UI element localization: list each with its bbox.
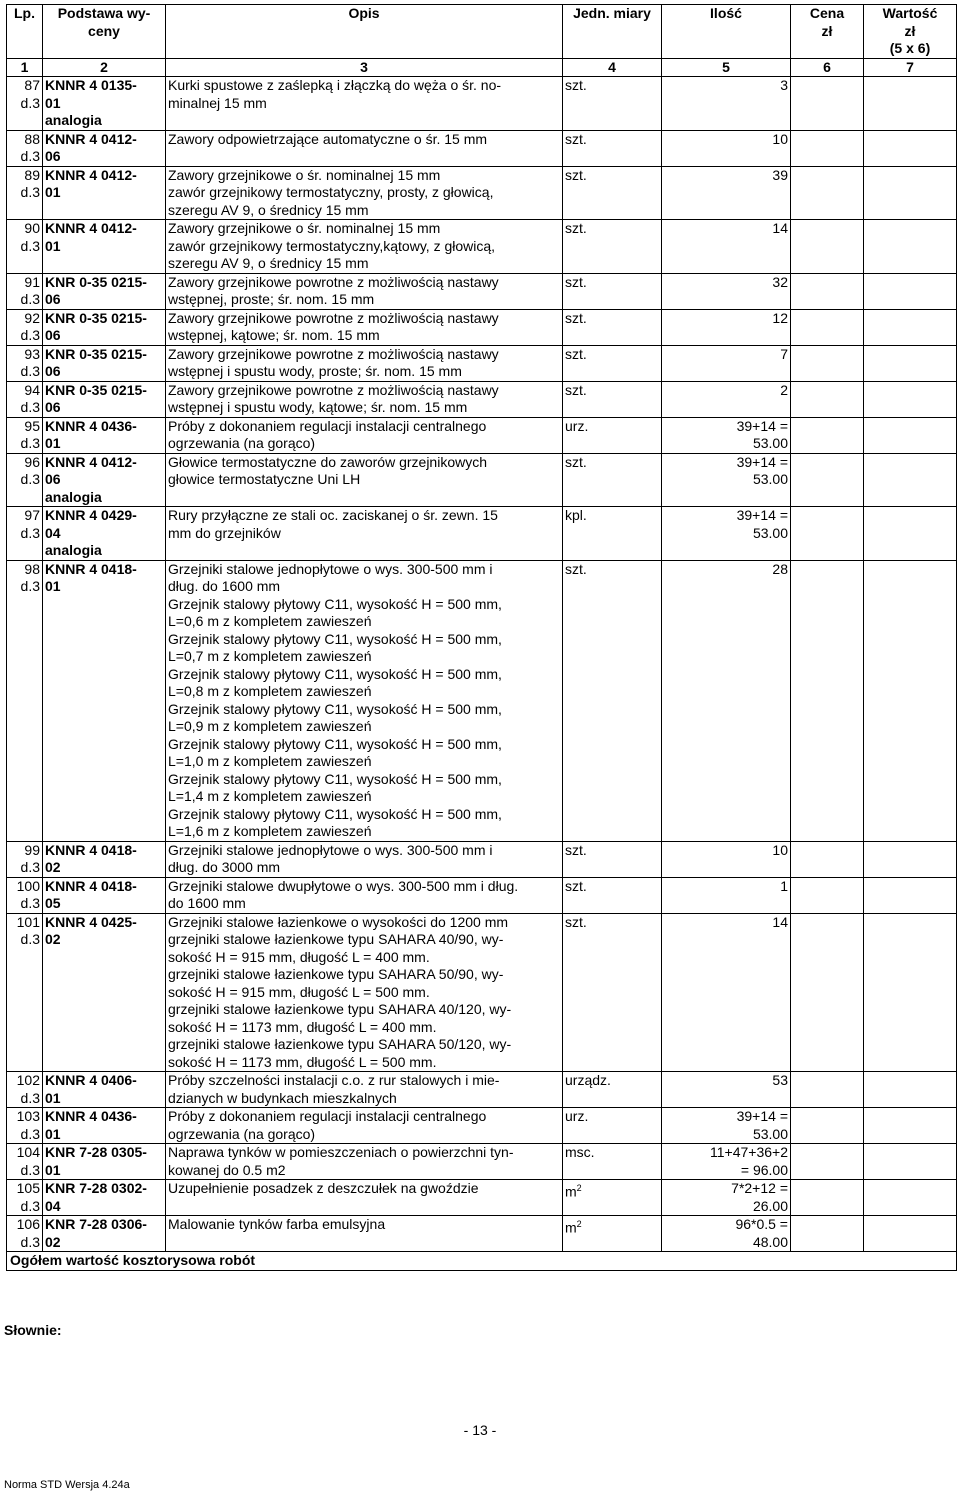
item-description-text: Grzejniki stalowe dwupłytowe o wys. 300-500 mm i dług. do 1600 mm [168, 877, 519, 911]
item-lp-text: 105 d.3 [16, 1180, 40, 1214]
item-quantity-text: 53 [772, 1072, 788, 1088]
item-basis [43, 453, 166, 507]
item-description-text: Zawory grzejnikowe powrotne z możliwością nastawy wstępnej, kątowe; śr. nom. 15 mm [168, 309, 499, 343]
item-basis-text: KNR 0-35 0215- 06 [45, 273, 147, 307]
table-row [7, 381, 957, 417]
item-basis [43, 507, 166, 561]
item-unit-text: szt. [565, 220, 587, 236]
item-basis [43, 841, 166, 877]
item-lp-text: 87 d.3 [20, 77, 40, 111]
item-lp-text: 91 d.3 [20, 273, 40, 307]
item-lp-text: 102 d.3 [16, 1072, 40, 1106]
total-row [7, 1252, 957, 1271]
item-price [791, 841, 864, 877]
item-basis-text: KNR 0-35 0215- 06 [45, 345, 147, 379]
item-lp [7, 913, 43, 1072]
item-unit [563, 1144, 662, 1180]
item-unit-text: kpl. [565, 507, 587, 523]
header-description: Opis [166, 5, 563, 59]
table-row [7, 507, 957, 561]
item-basis-text: KNR 7-28 0306- 02 [45, 1216, 147, 1250]
item-quantity [662, 560, 791, 841]
item-description [166, 1180, 563, 1216]
item-value [864, 841, 957, 877]
item-value [864, 1144, 957, 1180]
item-value [864, 345, 957, 381]
item-description-text: Kurki spustowe z zaślepką i złączką do węża o śr. no- minalnej 15 mm [168, 77, 502, 111]
item-unit-text: szt. [565, 273, 587, 290]
item-basis [43, 1072, 166, 1108]
item-lp [7, 1108, 43, 1144]
item-basis [43, 1216, 166, 1252]
item-lp-text: 104 d.3 [16, 1144, 40, 1178]
item-unit [563, 841, 662, 877]
item-quantity-text: 2 [780, 381, 788, 398]
item-description [166, 130, 563, 166]
item-price [791, 1072, 864, 1108]
item-basis [43, 417, 166, 453]
item-quantity-text: 39 [772, 166, 788, 183]
item-unit-text: szt. [565, 166, 587, 183]
table-row [7, 1144, 957, 1180]
item-lp [7, 1072, 43, 1108]
unit-exponent: 2 [576, 1219, 582, 1229]
item-lp-text: 98 d.3 [20, 560, 40, 594]
item-unit [563, 1108, 662, 1144]
item-quantity [662, 77, 791, 131]
header-value: Wartość zł (5 x 6) [864, 5, 957, 59]
item-value [864, 877, 957, 913]
item-price [791, 1180, 864, 1216]
item-description [166, 166, 563, 220]
item-lp [7, 77, 43, 131]
item-quantity [662, 913, 791, 1072]
header-price: Cena zł [791, 5, 864, 59]
item-price [791, 130, 864, 166]
item-quantity-text: 7*2+12 = 26.00 [731, 1180, 788, 1214]
item-value [864, 1072, 957, 1108]
item-quantity-text: 11+47+36+2 = 96.00 [710, 1144, 788, 1178]
item-price [791, 345, 864, 381]
item-basis-text: KNNR 4 0412- 01 [45, 166, 137, 200]
item-quantity [662, 166, 791, 220]
item-lp [7, 560, 43, 841]
item-quantity-text: 10 [772, 841, 788, 858]
item-unit-text: szt. [565, 560, 587, 577]
item-lp [7, 345, 43, 381]
item-price [791, 166, 864, 220]
item-description-text: Malowanie tynków farba emulsyjna [168, 1216, 386, 1232]
item-basis-text: KNNR 4 0412- 01 [45, 220, 137, 254]
item-quantity-text: 1 [780, 877, 788, 894]
item-description-text: Próby szczelności instalacji c.o. z rur stalowych i mie- dzianych w budynkach mieszkalnych [168, 1072, 500, 1106]
item-price [791, 507, 864, 561]
item-description-text: Głowice termostatyczne do zaworów grzejnikowych głowice termostatyczne Uni LH [168, 453, 488, 487]
item-value [864, 1180, 957, 1216]
item-description [166, 273, 563, 309]
item-description-text: Zawory grzejnikowe powrotne z możliwością nastawy wstępnej, proste; śr. nom. 15 mm [168, 273, 499, 307]
item-lp [7, 1216, 43, 1252]
item-unit [563, 1180, 662, 1216]
item-lp-text: 101 d.3 [16, 913, 40, 947]
table-row [7, 130, 957, 166]
item-unit [563, 77, 662, 131]
item-basis [43, 345, 166, 381]
item-lp [7, 1180, 43, 1216]
item-description-text: Uzupełnienie posadzek z deszczułek na gwoździe [168, 1180, 479, 1196]
item-lp [7, 841, 43, 877]
table-header [7, 5, 957, 59]
item-lp-text: 99 d.3 [20, 841, 40, 875]
item-basis-text: KNNR 4 0412- 06 [45, 130, 137, 164]
item-unit [563, 130, 662, 166]
item-price [791, 913, 864, 1072]
item-value [864, 1216, 957, 1252]
item-value [864, 453, 957, 507]
table-row [7, 417, 957, 453]
unit-exponent: 2 [576, 1183, 582, 1193]
item-unit-text: szt. [565, 841, 587, 858]
table-row [7, 913, 957, 1072]
item-description [166, 417, 563, 453]
item-lp-text: 94 d.3 [20, 381, 40, 415]
item-quantity-text: 3 [780, 77, 788, 93]
item-basis [43, 166, 166, 220]
column-number: 1 [7, 58, 43, 77]
item-lp-text: 93 d.3 [20, 345, 40, 379]
item-basis [43, 913, 166, 1072]
item-price [791, 273, 864, 309]
item-basis [43, 1144, 166, 1180]
item-description [166, 507, 563, 561]
item-value [864, 913, 957, 1072]
item-lp [7, 453, 43, 507]
item-quantity [662, 130, 791, 166]
item-basis-text: KNR 7-28 0305- 01 [45, 1144, 147, 1178]
item-unit-text: urz. [565, 1108, 589, 1124]
item-quantity-text: 14 [772, 913, 788, 930]
item-unit [563, 1072, 662, 1108]
item-description-text: Rury przyłączne ze stali oc. zaciskanej o śr. zewn. 15 mm do grzejników [168, 507, 498, 541]
item-quantity [662, 877, 791, 913]
item-unit [563, 1216, 662, 1252]
amount-in-words-label: Słownie: [4, 1322, 62, 1338]
item-description [166, 877, 563, 913]
item-lp [7, 220, 43, 274]
item-unit [563, 381, 662, 417]
item-basis [43, 877, 166, 913]
item-lp-text: 97 d.3 [20, 507, 40, 541]
item-price [791, 560, 864, 841]
item-description-text: Zawory grzejnikowe o śr. nominalnej 15 mm zawór grzejnikowy termostatyczny,kątowy, z głowicą, szeregu AV 9, o średnicy 15 mm [168, 220, 496, 271]
item-value [864, 130, 957, 166]
item-basis-text: KNNR 4 0412- 06 analogia [45, 453, 137, 505]
table-row [7, 77, 957, 131]
item-lp-text: 89 d.3 [20, 166, 40, 200]
item-quantity [662, 309, 791, 345]
item-unit [563, 309, 662, 345]
item-description-text: Próby z dokonaniem regulacji instalacji centralnego ogrzewania (na gorąco) [168, 1108, 487, 1142]
item-unit [563, 913, 662, 1072]
item-lp-text: 88 d.3 [20, 130, 40, 164]
item-description-text: Zawory grzejnikowe o śr. nominalnej 15 mm zawór grzejnikowy termostatyczny, prosty, z głowicą, szeregu AV 9, o średnicy 15 mm [168, 166, 494, 218]
item-basis-text: KNNR 4 0425- 02 [45, 913, 137, 947]
item-unit [563, 166, 662, 220]
item-description [166, 220, 563, 274]
item-value [864, 273, 957, 309]
item-price [791, 877, 864, 913]
item-price [791, 453, 864, 507]
item-unit [563, 560, 662, 841]
item-quantity [662, 1144, 791, 1180]
column-numbering-row [7, 58, 957, 77]
item-lp-text: 103 d.3 [16, 1108, 40, 1142]
item-quantity-text: 28 [772, 560, 788, 577]
item-lp [7, 507, 43, 561]
item-price [791, 381, 864, 417]
item-unit [563, 417, 662, 453]
estimate-items [7, 77, 957, 1252]
item-description [166, 1144, 563, 1180]
item-unit [563, 345, 662, 381]
item-unit-text: szt. [565, 381, 587, 398]
item-description [166, 77, 563, 131]
item-lp-text: 90 d.3 [20, 220, 40, 254]
item-description-text: Zawory odpowietrzające automatyczne o śr. 15 mm [168, 130, 488, 147]
cost-estimate-table [6, 4, 957, 1271]
item-lp-text: 100 d.3 [16, 877, 40, 911]
item-basis [43, 1180, 166, 1216]
item-lp-text: 92 d.3 [20, 309, 40, 343]
item-description [166, 1108, 563, 1144]
column-number: 4 [563, 58, 662, 77]
item-value [864, 381, 957, 417]
item-description [166, 1072, 563, 1108]
item-basis [43, 130, 166, 166]
item-quantity [662, 273, 791, 309]
item-description [166, 913, 563, 1072]
item-basis-text: KNR 0-35 0215- 06 [45, 309, 147, 343]
item-basis [43, 77, 166, 131]
item-value [864, 417, 957, 453]
item-basis [43, 309, 166, 345]
item-value [864, 507, 957, 561]
item-value [864, 309, 957, 345]
column-number: 3 [166, 58, 563, 77]
item-quantity-text: 96*0.5 = 48.00 [735, 1216, 788, 1250]
item-basis-text: KNNR 4 0436- 01 [45, 417, 137, 451]
table-row [7, 453, 957, 507]
table-row [7, 309, 957, 345]
item-basis-text: KNNR 4 0418- 02 [45, 841, 137, 875]
item-quantity [662, 1072, 791, 1108]
item-quantity [662, 1180, 791, 1216]
item-unit-text: szt. [565, 130, 587, 147]
item-lp [7, 309, 43, 345]
header-unit: Jedn. miary [563, 5, 662, 59]
column-number: 5 [662, 58, 791, 77]
item-unit-text: m [565, 1183, 577, 1200]
header-lp: Lp. [7, 5, 43, 59]
item-unit-text: msc. [565, 1144, 595, 1160]
column-number: 2 [43, 58, 166, 77]
item-quantity [662, 1108, 791, 1144]
item-unit [563, 273, 662, 309]
item-price [791, 1108, 864, 1144]
item-basis-text: KNR 0-35 0215- 06 [45, 381, 147, 415]
table-row [7, 166, 957, 220]
item-basis-text: KNR 7-28 0302- 04 [45, 1180, 147, 1214]
item-basis [43, 220, 166, 274]
table-row [7, 220, 957, 274]
item-description-text: Grzejniki stalowe jednopłytowe o wys. 300-500 mm i dług. do 1600 mm Grzejnik stalowy płytowy C11, wysokość H = 500 mm, L=0,6 m z kompletem zawieszeń Grzejnik stalowy płytowy C11, wysokość H = 500 mm, L=0,7 m z kompletem zawieszeń Grzejnik stalowy płytowy C11, wysokość H = 500 mm, L=0,8 m z kompletem zawieszeń Grzejnik stalowy płytowy C11, wysokość H = 500 mm, L=0,9 m z kompletem zawieszeń Grzejnik stalowy płytowy C11, wysokość H = 500 mm, L=1,0 m z kompletem zawieszeń Grzejnik stalowy płytowy C11, wysokość H = 500 mm, L=1,4 m z kompletem zawieszeń Grzejnik stalowy płytowy C11, wysokość H = 500 mm, L=1,6 m z kompletem zawieszeń [168, 560, 502, 839]
item-basis-text: KNNR 4 0418- 01 [45, 560, 137, 594]
item-description [166, 345, 563, 381]
table-row [7, 560, 957, 841]
item-lp [7, 1144, 43, 1180]
table-row [7, 841, 957, 877]
item-quantity [662, 220, 791, 274]
item-basis-text: KNNR 4 0429- 04 analogia [45, 507, 137, 558]
table-row [7, 1180, 957, 1216]
item-quantity-text: 32 [772, 273, 788, 290]
item-lp [7, 273, 43, 309]
item-lp [7, 877, 43, 913]
item-lp [7, 417, 43, 453]
item-description [166, 453, 563, 507]
page-number: - 13 - [463, 1422, 497, 1438]
item-unit-text: szt. [565, 877, 587, 894]
column-number: 7 [864, 58, 957, 77]
item-quantity-text: 39+14 = 53.00 [736, 417, 788, 451]
item-price [791, 77, 864, 131]
item-basis-text: KNNR 4 0418- 05 [45, 877, 137, 911]
item-basis [43, 1108, 166, 1144]
item-quantity-text: 12 [772, 309, 788, 326]
item-price [791, 417, 864, 453]
item-quantity-text: 39+14 = 53.00 [736, 507, 788, 541]
item-quantity [662, 345, 791, 381]
item-unit-text: urz. [565, 417, 589, 434]
item-description [166, 309, 563, 345]
header-quantity: Ilość [662, 5, 791, 59]
item-description-text: Zawory grzejnikowe powrotne z możliwością nastawy wstępnej i spustu wody, proste; śr. nom. 15 mm [168, 345, 499, 379]
item-quantity [662, 453, 791, 507]
item-basis [43, 273, 166, 309]
item-lp-text: 106 d.3 [16, 1216, 40, 1250]
item-basis [43, 381, 166, 417]
item-description [166, 560, 563, 841]
item-description [166, 381, 563, 417]
item-basis-text: KNNR 4 0406- 01 [45, 1072, 137, 1106]
item-unit [563, 220, 662, 274]
item-lp [7, 130, 43, 166]
item-description [166, 841, 563, 877]
item-quantity [662, 417, 791, 453]
item-lp-text: 95 d.3 [20, 417, 40, 451]
item-value [864, 77, 957, 131]
item-price [791, 309, 864, 345]
table-row [7, 1216, 957, 1252]
item-quantity [662, 1216, 791, 1252]
item-quantity-text: 39+14 = 53.00 [736, 1108, 788, 1142]
item-description-text: Grzejniki stalowe jednopłytowe o wys. 300-500 mm i dług. do 3000 mm [168, 841, 493, 875]
item-quantity-text: 10 [772, 130, 788, 147]
item-value [864, 166, 957, 220]
item-description-text: Grzejniki stalowe łazienkowe o wysokości do 1200 mm grzejniki stalowe łazienkowe typu SAHARA 40/90, wy- sokość H = 915 mm, długość L = 400 mm. grzejniki stalowe łazienkowe typu SAHARA 50/90, wy- sokość H = 915 mm, długość L = 500 mm. grzejniki stalowe łazienkowe typu SAHARA 40/120, wy- sokość H = 1173 mm, długość L = 400 mm. grzejniki stalowe łazienkowe typu SAHARA 50/120, wy- sokość H = 1173 mm, długość L = 500 mm. [168, 913, 512, 1070]
item-description-text: Zawory grzejnikowe powrotne z możliwością nastawy wstępnej i spustu wody, kątowe; śr. nom. 15 mm [168, 381, 499, 415]
item-quantity-text: 39+14 = 53.00 [736, 453, 788, 487]
table-row [7, 1072, 957, 1108]
item-basis [43, 560, 166, 841]
item-quantity-text: 14 [772, 220, 788, 236]
header-basis: Podstawa wy- ceny [43, 5, 166, 59]
item-quantity [662, 841, 791, 877]
item-quantity [662, 381, 791, 417]
item-unit-text: szt. [565, 345, 587, 362]
table-row [7, 1108, 957, 1144]
item-quantity [662, 507, 791, 561]
software-footer: Norma STD Wersja 4.24a [4, 1479, 130, 1491]
table-row [7, 273, 957, 309]
item-unit [563, 507, 662, 561]
item-description [166, 1216, 563, 1252]
item-price [791, 1144, 864, 1180]
item-basis-text: KNNR 4 0436- 01 [45, 1108, 137, 1142]
item-lp [7, 166, 43, 220]
column-number: 6 [791, 58, 864, 77]
item-description-text: Próby z dokonaniem regulacji instalacji centralnego ogrzewania (na gorąco) [168, 417, 487, 451]
item-lp [7, 381, 43, 417]
item-basis-text: KNNR 4 0135- 01 analogia [45, 77, 137, 128]
item-unit-text: szt. [565, 913, 587, 930]
item-value [864, 1108, 957, 1144]
table-row [7, 877, 957, 913]
item-unit-text: szt. [565, 309, 587, 326]
item-value [864, 220, 957, 274]
total-label: Ogółem wartość kosztorysowa robót [7, 1252, 957, 1271]
item-value [864, 560, 957, 841]
item-unit [563, 453, 662, 507]
item-description-text: Naprawa tynków w pomieszczeniach o powierzchni tyn- kowanej do 0.5 m2 [168, 1144, 514, 1178]
item-unit [563, 877, 662, 913]
item-lp-text: 96 d.3 [20, 453, 40, 487]
item-price [791, 220, 864, 274]
item-quantity-text: 7 [780, 345, 788, 362]
item-unit-text: szt. [565, 453, 587, 470]
item-unit-text: urządz. [565, 1072, 611, 1088]
table-row [7, 345, 957, 381]
item-unit-text: szt. [565, 77, 587, 93]
item-unit-text: m [565, 1219, 577, 1236]
item-price [791, 1216, 864, 1252]
